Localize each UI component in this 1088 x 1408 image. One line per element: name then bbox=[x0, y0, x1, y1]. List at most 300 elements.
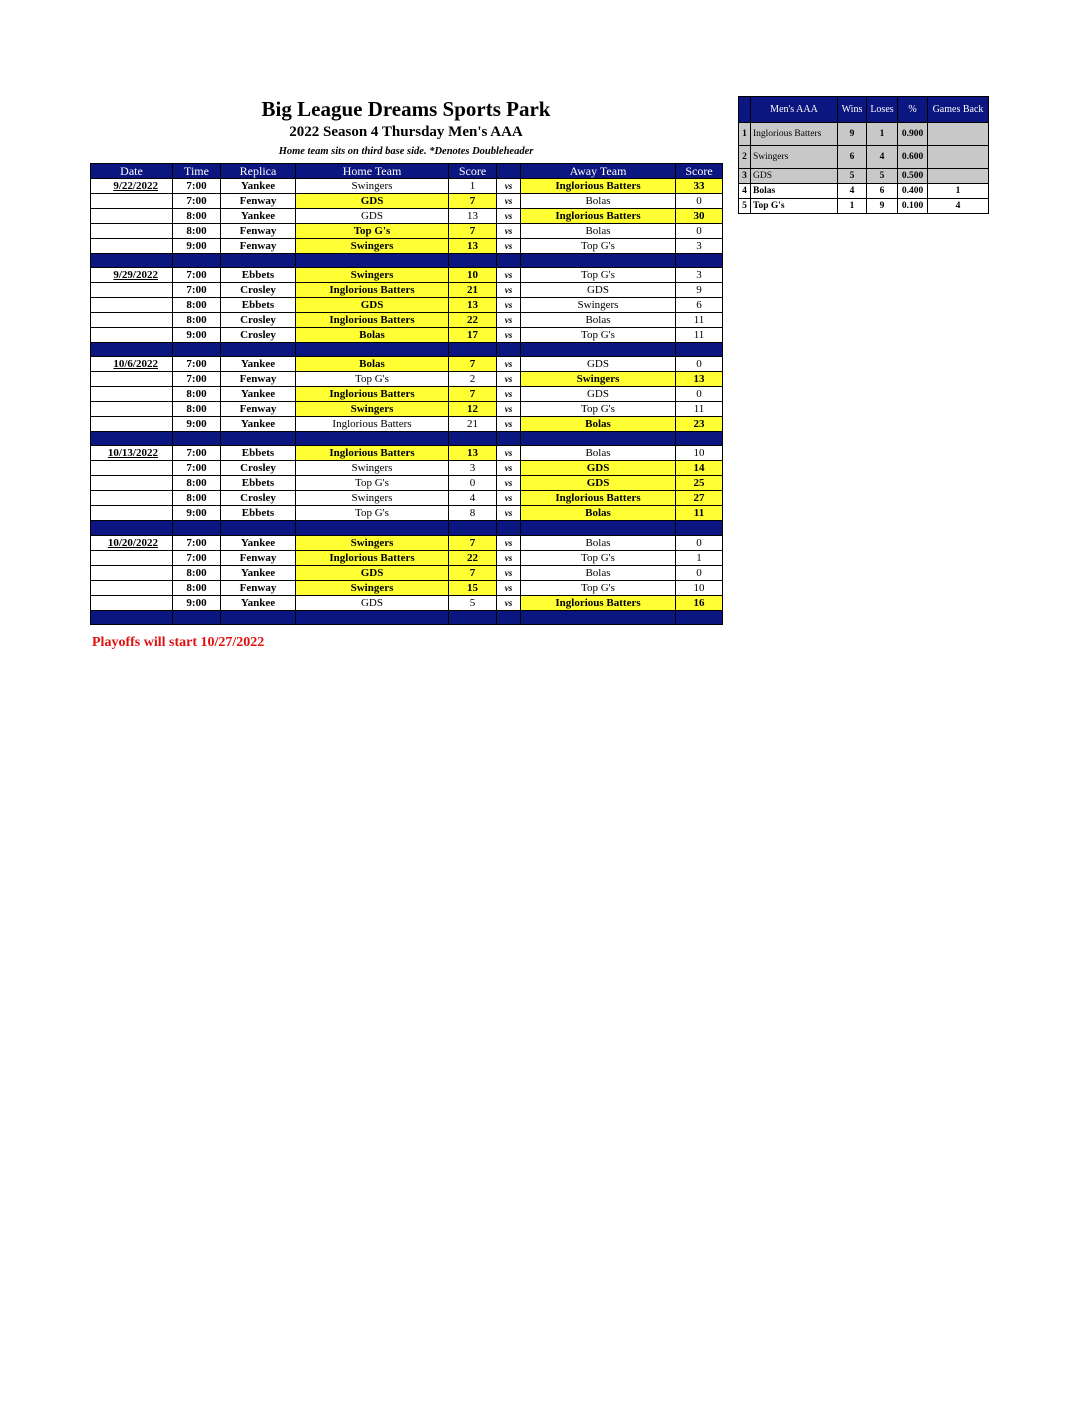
separator-cell bbox=[676, 610, 723, 624]
home-score-cell: 7 bbox=[449, 357, 497, 372]
standings-loses-cell: 1 bbox=[867, 123, 898, 146]
standings-games-back-cell bbox=[928, 123, 989, 146]
standings-team-cell: Swingers bbox=[751, 146, 838, 169]
home-team-cell: Swingers bbox=[296, 239, 449, 254]
home-team-cell: Inglorious Batters bbox=[296, 283, 449, 298]
standings-row bbox=[739, 169, 989, 184]
away-team-cell: Inglorious Batters bbox=[521, 491, 676, 506]
standings-games-back-cell: 1 bbox=[928, 184, 989, 199]
away-score-cell: 10 bbox=[676, 580, 723, 595]
away-score-cell: 11 bbox=[676, 506, 723, 521]
separator-cell bbox=[676, 343, 723, 357]
game-replica-cell: Crosley bbox=[221, 328, 296, 343]
column-header-vs bbox=[497, 164, 521, 179]
home-team-cell: Top G's bbox=[296, 224, 449, 239]
game-replica-cell: Yankee bbox=[221, 357, 296, 372]
away-team-cell: Bolas bbox=[521, 313, 676, 328]
separator-cell bbox=[497, 343, 521, 357]
home-team-cell: Inglorious Batters bbox=[296, 446, 449, 461]
game-time-cell: 7:00 bbox=[173, 194, 221, 209]
game-time-cell: 8:00 bbox=[173, 387, 221, 402]
vs-cell: vs bbox=[497, 387, 521, 402]
table-row bbox=[91, 535, 723, 550]
game-date-cell: 10/13/2022 bbox=[91, 446, 173, 461]
table-row bbox=[91, 357, 723, 372]
column-header-time: Time bbox=[173, 164, 221, 179]
vs-cell: vs bbox=[497, 580, 521, 595]
game-date-cell bbox=[91, 595, 173, 610]
home-team-cell: Swingers bbox=[296, 535, 449, 550]
home-team-cell: Top G's bbox=[296, 506, 449, 521]
vs-cell: vs bbox=[497, 224, 521, 239]
vs-cell: vs bbox=[497, 417, 521, 432]
standings-header-rank bbox=[739, 97, 751, 123]
away-score-cell: 11 bbox=[676, 328, 723, 343]
game-replica-cell: Ebbets bbox=[221, 476, 296, 491]
game-replica-cell: Fenway bbox=[221, 550, 296, 565]
home-team-cell: Bolas bbox=[296, 357, 449, 372]
standings-rank-cell: 2 bbox=[739, 146, 751, 169]
separator-cell bbox=[521, 610, 676, 624]
standings-rank-cell: 1 bbox=[739, 123, 751, 146]
game-date-cell bbox=[91, 491, 173, 506]
standings-loses-cell: 9 bbox=[867, 199, 898, 214]
separator-cell bbox=[296, 432, 449, 446]
home-score-cell: 7 bbox=[449, 387, 497, 402]
separator-cell bbox=[497, 254, 521, 268]
away-team-cell: Bolas bbox=[521, 565, 676, 580]
away-team-cell: Top G's bbox=[521, 550, 676, 565]
home-team-cell: Inglorious Batters bbox=[296, 387, 449, 402]
vs-cell: vs bbox=[497, 506, 521, 521]
table-row bbox=[91, 550, 723, 565]
separator-cell bbox=[296, 610, 449, 624]
game-date-cell bbox=[91, 239, 173, 254]
separator-cell bbox=[296, 521, 449, 535]
separator-cell bbox=[173, 610, 221, 624]
vs-cell: vs bbox=[497, 446, 521, 461]
away-team-cell: Inglorious Batters bbox=[521, 209, 676, 224]
table-row bbox=[91, 417, 723, 432]
standings-pct-cell: 0.900 bbox=[898, 123, 928, 146]
home-team-cell: Swingers bbox=[296, 179, 449, 194]
game-time-cell: 9:00 bbox=[173, 506, 221, 521]
away-team-cell: Inglorious Batters bbox=[521, 595, 676, 610]
home-team-cell: Swingers bbox=[296, 461, 449, 476]
home-team-cell: Inglorious Batters bbox=[296, 417, 449, 432]
vs-cell: vs bbox=[497, 461, 521, 476]
column-header-home-team: Home Team bbox=[296, 164, 449, 179]
home-score-cell: 3 bbox=[449, 461, 497, 476]
standings-wins-cell: 1 bbox=[838, 199, 867, 214]
game-replica-cell: Fenway bbox=[221, 372, 296, 387]
separator-cell bbox=[676, 254, 723, 268]
separator-cell bbox=[676, 432, 723, 446]
standings-body bbox=[739, 123, 989, 214]
away-team-cell: GDS bbox=[521, 387, 676, 402]
column-header-date: Date bbox=[91, 164, 173, 179]
standings-row bbox=[739, 199, 989, 214]
separator-cell bbox=[676, 521, 723, 535]
table-row bbox=[91, 313, 723, 328]
separator-cell bbox=[296, 254, 449, 268]
standings-team-cell: Bolas bbox=[751, 184, 838, 199]
table-row bbox=[91, 565, 723, 580]
away-team-cell: Bolas bbox=[521, 506, 676, 521]
game-replica-cell: Ebbets bbox=[221, 268, 296, 283]
separator-cell bbox=[449, 343, 497, 357]
separator-cell bbox=[521, 521, 676, 535]
away-team-cell: Top G's bbox=[521, 268, 676, 283]
home-score-cell: 1 bbox=[449, 179, 497, 194]
table-row bbox=[91, 268, 723, 283]
table-row bbox=[91, 179, 723, 194]
game-date-cell bbox=[91, 506, 173, 521]
standings-rank-cell: 4 bbox=[739, 184, 751, 199]
home-team-cell: Swingers bbox=[296, 580, 449, 595]
vs-cell: vs bbox=[497, 194, 521, 209]
away-team-cell: GDS bbox=[521, 357, 676, 372]
standings-games-back-cell bbox=[928, 169, 989, 184]
away-team-cell: Top G's bbox=[521, 328, 676, 343]
separator-cell bbox=[497, 432, 521, 446]
separator-cell bbox=[91, 432, 173, 446]
home-score-cell: 15 bbox=[449, 580, 497, 595]
standings-header-division: Men's AAA bbox=[751, 97, 838, 123]
game-replica-cell: Yankee bbox=[221, 565, 296, 580]
home-score-cell: 13 bbox=[449, 446, 497, 461]
game-replica-cell: Fenway bbox=[221, 239, 296, 254]
game-date-cell: 9/22/2022 bbox=[91, 179, 173, 194]
table-row bbox=[91, 328, 723, 343]
vs-cell: vs bbox=[497, 565, 521, 580]
standings-team-cell: Inglorious Batters bbox=[751, 123, 838, 146]
game-time-cell: 7:00 bbox=[173, 550, 221, 565]
column-header-away-score: Score bbox=[676, 164, 723, 179]
away-score-cell: 0 bbox=[676, 357, 723, 372]
standings-header-games-back: Games Back bbox=[928, 97, 989, 123]
vs-cell: vs bbox=[497, 491, 521, 506]
home-team-cell: GDS bbox=[296, 209, 449, 224]
table-row bbox=[91, 224, 723, 239]
home-score-cell: 21 bbox=[449, 283, 497, 298]
game-date-cell bbox=[91, 209, 173, 224]
home-score-cell: 22 bbox=[449, 313, 497, 328]
standings-row bbox=[739, 123, 989, 146]
home-score-cell: 12 bbox=[449, 402, 497, 417]
standings-header-wins: Wins bbox=[838, 97, 867, 123]
game-time-cell: 9:00 bbox=[173, 417, 221, 432]
game-replica-cell: Ebbets bbox=[221, 446, 296, 461]
standings-wins-cell: 9 bbox=[838, 123, 867, 146]
separator-cell bbox=[221, 521, 296, 535]
game-time-cell: 8:00 bbox=[173, 565, 221, 580]
vs-cell: vs bbox=[497, 298, 521, 313]
game-date-cell: 9/29/2022 bbox=[91, 268, 173, 283]
week-separator-row bbox=[91, 432, 723, 446]
away-score-cell: 30 bbox=[676, 209, 723, 224]
table-row bbox=[91, 372, 723, 387]
home-team-cell: GDS bbox=[296, 194, 449, 209]
away-team-cell: GDS bbox=[521, 461, 676, 476]
game-time-cell: 7:00 bbox=[173, 357, 221, 372]
table-row bbox=[91, 402, 723, 417]
vs-cell: vs bbox=[497, 476, 521, 491]
home-team-cell: GDS bbox=[296, 298, 449, 313]
game-time-cell: 8:00 bbox=[173, 313, 221, 328]
separator-cell bbox=[173, 432, 221, 446]
home-score-cell: 7 bbox=[449, 194, 497, 209]
away-score-cell: 25 bbox=[676, 476, 723, 491]
game-time-cell: 7:00 bbox=[173, 283, 221, 298]
away-team-cell: Bolas bbox=[521, 535, 676, 550]
home-team-cell: Swingers bbox=[296, 402, 449, 417]
game-replica-cell: Fenway bbox=[221, 194, 296, 209]
separator-cell bbox=[449, 610, 497, 624]
game-date-cell bbox=[91, 417, 173, 432]
separator-cell bbox=[91, 521, 173, 535]
separator-cell bbox=[91, 343, 173, 357]
game-time-cell: 8:00 bbox=[173, 491, 221, 506]
home-score-cell: 2 bbox=[449, 372, 497, 387]
away-score-cell: 10 bbox=[676, 446, 723, 461]
vs-cell: vs bbox=[497, 372, 521, 387]
game-replica-cell: Yankee bbox=[221, 387, 296, 402]
vs-cell: vs bbox=[497, 402, 521, 417]
table-row bbox=[91, 387, 723, 402]
table-row bbox=[91, 239, 723, 254]
separator-cell bbox=[173, 521, 221, 535]
page-title: Big League Dreams Sports Park bbox=[261, 97, 551, 121]
separator-cell bbox=[521, 343, 676, 357]
table-row bbox=[91, 194, 723, 209]
game-time-cell: 8:00 bbox=[173, 402, 221, 417]
game-time-cell: 7:00 bbox=[173, 268, 221, 283]
separator-cell bbox=[449, 432, 497, 446]
away-score-cell: 0 bbox=[676, 387, 723, 402]
column-header-away-team: Away Team bbox=[521, 164, 676, 179]
home-team-cell: Swingers bbox=[296, 268, 449, 283]
game-time-cell: 9:00 bbox=[173, 328, 221, 343]
game-time-cell: 8:00 bbox=[173, 580, 221, 595]
standings-header-loses: Loses bbox=[867, 97, 898, 123]
game-time-cell: 8:00 bbox=[173, 209, 221, 224]
schedule-body bbox=[91, 179, 723, 625]
table-row bbox=[91, 446, 723, 461]
home-team-cell: Inglorious Batters bbox=[296, 550, 449, 565]
schedule-header-row bbox=[91, 164, 723, 179]
home-score-cell: 13 bbox=[449, 209, 497, 224]
away-score-cell: 33 bbox=[676, 179, 723, 194]
away-team-cell: Swingers bbox=[521, 372, 676, 387]
home-score-cell: 0 bbox=[449, 476, 497, 491]
game-time-cell: 7:00 bbox=[173, 461, 221, 476]
separator-cell bbox=[296, 343, 449, 357]
standings-pct-cell: 0.100 bbox=[898, 199, 928, 214]
away-score-cell: 27 bbox=[676, 491, 723, 506]
game-time-cell: 8:00 bbox=[173, 298, 221, 313]
standings-wins-cell: 4 bbox=[838, 184, 867, 199]
game-replica-cell: Yankee bbox=[221, 417, 296, 432]
standings-row bbox=[739, 146, 989, 169]
game-date-cell bbox=[91, 298, 173, 313]
away-score-cell: 14 bbox=[676, 461, 723, 476]
standings-loses-cell: 4 bbox=[867, 146, 898, 169]
standings-rank-cell: 3 bbox=[739, 169, 751, 184]
home-team-cell: Inglorious Batters bbox=[296, 313, 449, 328]
table-row bbox=[91, 283, 723, 298]
separator-cell bbox=[449, 521, 497, 535]
game-time-cell: 9:00 bbox=[173, 239, 221, 254]
away-team-cell: Top G's bbox=[521, 580, 676, 595]
away-team-cell: GDS bbox=[521, 283, 676, 298]
week-separator-row bbox=[91, 610, 723, 624]
game-replica-cell: Ebbets bbox=[221, 506, 296, 521]
table-row bbox=[91, 491, 723, 506]
vs-cell: vs bbox=[497, 239, 521, 254]
away-score-cell: 11 bbox=[676, 313, 723, 328]
standings-wins-cell: 6 bbox=[838, 146, 867, 169]
vs-cell: vs bbox=[497, 179, 521, 194]
game-date-cell bbox=[91, 550, 173, 565]
standings-wins-cell: 5 bbox=[838, 169, 867, 184]
away-team-cell: Bolas bbox=[521, 417, 676, 432]
vs-cell: vs bbox=[497, 268, 521, 283]
separator-cell bbox=[91, 610, 173, 624]
standings-team-cell: GDS bbox=[751, 169, 838, 184]
game-replica-cell: Fenway bbox=[221, 580, 296, 595]
table-row bbox=[91, 461, 723, 476]
standings-games-back-cell: 4 bbox=[928, 199, 989, 214]
away-score-cell: 0 bbox=[676, 565, 723, 580]
vs-cell: vs bbox=[497, 535, 521, 550]
home-team-cell: Top G's bbox=[296, 372, 449, 387]
separator-cell bbox=[221, 254, 296, 268]
game-replica-cell: Crosley bbox=[221, 491, 296, 506]
home-score-cell: 13 bbox=[449, 239, 497, 254]
standings-loses-cell: 6 bbox=[867, 184, 898, 199]
away-team-cell: GDS bbox=[521, 476, 676, 491]
away-score-cell: 0 bbox=[676, 194, 723, 209]
home-score-cell: 13 bbox=[449, 298, 497, 313]
away-team-cell: Bolas bbox=[521, 194, 676, 209]
separator-cell bbox=[521, 254, 676, 268]
standings-pct-cell: 0.500 bbox=[898, 169, 928, 184]
game-replica-cell: Crosley bbox=[221, 283, 296, 298]
game-date-cell: 10/20/2022 bbox=[91, 535, 173, 550]
week-separator-row bbox=[91, 343, 723, 357]
standings-games-back-cell bbox=[928, 146, 989, 169]
home-score-cell: 17 bbox=[449, 328, 497, 343]
game-date-cell bbox=[91, 372, 173, 387]
home-team-cell: Top G's bbox=[296, 476, 449, 491]
separator-cell bbox=[91, 254, 173, 268]
page-subtitle: 2022 Season 4 Thursday Men's AAA bbox=[289, 124, 523, 140]
game-time-cell: 8:00 bbox=[173, 476, 221, 491]
away-score-cell: 3 bbox=[676, 239, 723, 254]
home-score-cell: 5 bbox=[449, 595, 497, 610]
away-score-cell: 1 bbox=[676, 550, 723, 565]
standings-row bbox=[739, 184, 989, 199]
schedule-note: Home team sits on third base side. *Denotes Doubleheader bbox=[278, 146, 534, 157]
home-team-cell: Bolas bbox=[296, 328, 449, 343]
home-score-cell: 7 bbox=[449, 565, 497, 580]
game-date-cell bbox=[91, 313, 173, 328]
vs-cell: vs bbox=[497, 357, 521, 372]
game-replica-cell: Crosley bbox=[221, 313, 296, 328]
table-row bbox=[91, 209, 723, 224]
home-score-cell: 8 bbox=[449, 506, 497, 521]
away-score-cell: 0 bbox=[676, 224, 723, 239]
separator-cell bbox=[497, 521, 521, 535]
table-row bbox=[91, 298, 723, 313]
standings-loses-cell: 5 bbox=[867, 169, 898, 184]
game-time-cell: 9:00 bbox=[173, 595, 221, 610]
week-separator-row bbox=[91, 521, 723, 535]
table-row bbox=[91, 595, 723, 610]
away-score-cell: 6 bbox=[676, 298, 723, 313]
separator-cell bbox=[221, 343, 296, 357]
game-time-cell: 8:00 bbox=[173, 224, 221, 239]
separator-cell bbox=[449, 254, 497, 268]
separator-cell bbox=[173, 343, 221, 357]
away-score-cell: 23 bbox=[676, 417, 723, 432]
vs-cell: vs bbox=[497, 313, 521, 328]
game-replica-cell: Yankee bbox=[221, 535, 296, 550]
game-time-cell: 7:00 bbox=[173, 179, 221, 194]
standings-table bbox=[738, 96, 989, 214]
game-date-cell bbox=[91, 565, 173, 580]
separator-cell bbox=[521, 432, 676, 446]
away-score-cell: 11 bbox=[676, 402, 723, 417]
separator-cell bbox=[221, 610, 296, 624]
game-replica-cell: Yankee bbox=[221, 209, 296, 224]
table-row bbox=[91, 506, 723, 521]
week-separator-row bbox=[91, 254, 723, 268]
game-date-cell bbox=[91, 224, 173, 239]
game-date-cell bbox=[91, 461, 173, 476]
standings-header-pct: % bbox=[898, 97, 928, 123]
game-replica-cell: Yankee bbox=[221, 595, 296, 610]
home-score-cell: 22 bbox=[449, 550, 497, 565]
table-row bbox=[91, 580, 723, 595]
separator-cell bbox=[221, 432, 296, 446]
schedule-table bbox=[90, 163, 723, 625]
away-team-cell: Inglorious Batters bbox=[521, 179, 676, 194]
column-header-replica: Replica bbox=[221, 164, 296, 179]
separator-cell bbox=[497, 610, 521, 624]
playoffs-notice: Playoffs will start 10/27/2022 bbox=[92, 635, 265, 650]
vs-cell: vs bbox=[497, 283, 521, 298]
vs-cell: vs bbox=[497, 328, 521, 343]
column-header-home-score: Score bbox=[449, 164, 497, 179]
vs-cell: vs bbox=[497, 550, 521, 565]
game-time-cell: 7:00 bbox=[173, 535, 221, 550]
separator-cell bbox=[173, 254, 221, 268]
away-team-cell: Swingers bbox=[521, 298, 676, 313]
game-date-cell: 10/6/2022 bbox=[91, 357, 173, 372]
home-score-cell: 10 bbox=[449, 268, 497, 283]
vs-cell: vs bbox=[497, 595, 521, 610]
game-date-cell bbox=[91, 328, 173, 343]
home-score-cell: 21 bbox=[449, 417, 497, 432]
game-date-cell bbox=[91, 580, 173, 595]
home-team-cell: Swingers bbox=[296, 491, 449, 506]
standings-team-cell: Top G's bbox=[751, 199, 838, 214]
away-score-cell: 9 bbox=[676, 283, 723, 298]
home-score-cell: 7 bbox=[449, 535, 497, 550]
game-replica-cell: Fenway bbox=[221, 402, 296, 417]
